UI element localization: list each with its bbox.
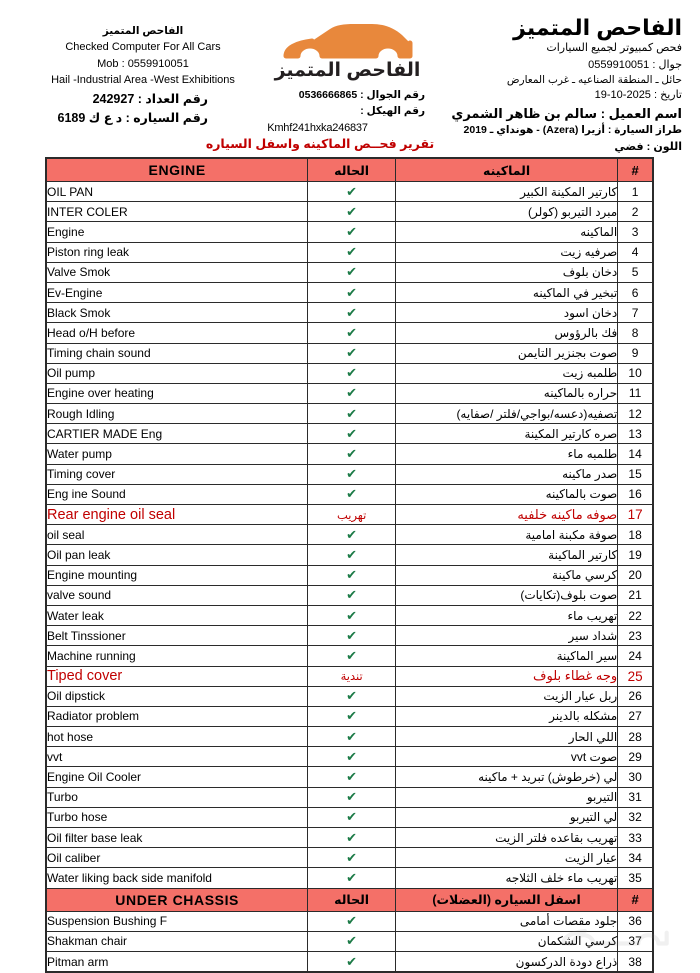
info-customer-vehicle xyxy=(427,88,682,156)
row-state xyxy=(308,202,396,222)
check-icon: ✔ xyxy=(346,486,358,502)
row-arabic-label: صره كارتير المكينة xyxy=(395,424,617,444)
table-row xyxy=(46,182,653,202)
check-icon: ✔ xyxy=(346,708,358,724)
row-arabic-label: كرسي الشكمان xyxy=(395,931,617,951)
table-row xyxy=(46,747,653,767)
row-state xyxy=(308,605,396,625)
row-state xyxy=(308,706,396,726)
row-arabic-label: تبخير في الماكينه xyxy=(395,282,617,302)
row-number: 26 xyxy=(618,686,653,706)
check-icon: ✔ xyxy=(346,385,358,401)
table-row xyxy=(46,686,653,706)
header-right-brand xyxy=(427,14,682,89)
row-arabic-label: جلود مقصات أمامى xyxy=(395,911,617,931)
row-english-label: Engine Oil Cooler xyxy=(46,767,308,787)
row-number: 34 xyxy=(618,848,653,868)
row-english-label: Radiator problem xyxy=(46,706,308,726)
check-icon: ✔ xyxy=(346,526,358,542)
vin-value: Kmhf241hxka246837 xyxy=(267,121,368,134)
table-row xyxy=(46,303,653,323)
row-number: 17 xyxy=(618,505,653,525)
table-row xyxy=(46,484,653,504)
check-icon: ✔ xyxy=(346,953,358,969)
table-row xyxy=(46,363,653,383)
row-state xyxy=(308,767,396,787)
row-state xyxy=(308,626,396,646)
row-number: 19 xyxy=(618,545,653,565)
section-header-row xyxy=(46,158,653,182)
row-state xyxy=(308,787,396,807)
table-row xyxy=(46,666,653,686)
header-left-address: Hail -Industrial Area -West Exhibitions xyxy=(51,74,235,87)
row-state xyxy=(308,404,396,424)
row-english-label: Timing cover xyxy=(46,464,308,484)
row-number: 33 xyxy=(618,828,653,848)
row-number: 1 xyxy=(618,182,653,202)
inspection-table-wrap xyxy=(0,157,700,973)
check-icon: ✔ xyxy=(346,829,358,845)
odometer-reading: رقم العداد : 242927 xyxy=(92,92,208,106)
row-arabic-label: صوفة مكبنة امامية xyxy=(395,525,617,545)
check-icon: ✔ xyxy=(346,546,358,562)
row-english-label: Engine over heating xyxy=(46,383,308,403)
header-left-mobile: Mob : 0559910051 xyxy=(97,57,189,70)
table-row xyxy=(46,222,653,242)
row-number: 15 xyxy=(618,464,653,484)
inspection-table xyxy=(45,157,654,973)
section-header-arabic: اسفل السياره (العضلات) xyxy=(395,888,617,911)
row-english-label: Suspension Bushing F xyxy=(46,911,308,931)
row-number: 27 xyxy=(618,706,653,726)
table-row xyxy=(46,951,653,972)
check-icon: ✔ xyxy=(346,748,358,764)
table-row xyxy=(46,464,653,484)
row-arabic-label: فك بالرؤوس xyxy=(395,323,617,343)
row-number: 20 xyxy=(618,565,653,585)
table-row xyxy=(46,242,653,262)
row-number: 12 xyxy=(618,404,653,424)
row-state xyxy=(308,262,396,282)
vehicle-color: اللون : فضي xyxy=(614,141,682,154)
row-arabic-label: كرسي ماكينة xyxy=(395,565,617,585)
brand-tagline: فحص كمبيوتر لجميع السيارات xyxy=(546,42,682,55)
row-state xyxy=(308,828,396,848)
check-icon: ✔ xyxy=(346,587,358,603)
row-state xyxy=(308,182,396,202)
vehicle-model: طراز السيارة : أزيرا (Azera) - هونداي ـ 2019 xyxy=(463,124,682,137)
row-english-label: Rough Idling xyxy=(46,404,308,424)
section-header-num: # xyxy=(618,888,653,911)
row-english-label: Water pump xyxy=(46,444,308,464)
row-number: 4 xyxy=(618,242,653,262)
check-icon: ✔ xyxy=(346,405,358,421)
report-date: تاريخ : 2025-10-19 xyxy=(594,89,682,101)
row-state: تندية xyxy=(308,666,396,686)
brand-address: حائل ـ المنطقة الصناعيه ـ غرب المعارض xyxy=(506,74,682,87)
row-arabic-label: صوت بلوف(تكايات) xyxy=(395,585,617,605)
row-english-label: Oil dipstick xyxy=(46,686,308,706)
row-state xyxy=(308,565,396,585)
row-state xyxy=(308,282,396,302)
row-state xyxy=(308,545,396,565)
row-number: 37 xyxy=(618,931,653,951)
check-icon: ✔ xyxy=(346,627,358,643)
row-english-label: Engine xyxy=(46,222,308,242)
header-left-contact xyxy=(18,14,268,89)
table-row xyxy=(46,444,653,464)
row-number: 25 xyxy=(618,666,653,686)
header-left-arabic-name: الفاحص المتميز xyxy=(102,25,184,37)
row-number: 7 xyxy=(618,303,653,323)
row-arabic-label: تهريب بقاعده فلتر الزيت xyxy=(395,828,617,848)
row-state xyxy=(308,484,396,504)
table-row xyxy=(46,767,653,787)
row-english-label: Oil pump xyxy=(46,363,308,383)
section-header-english: UNDER CHASSIS xyxy=(46,888,308,911)
brand-title: الفاحص المتميز xyxy=(513,15,682,40)
row-number: 16 xyxy=(618,484,653,504)
row-state xyxy=(308,464,396,484)
check-icon: ✔ xyxy=(346,567,358,583)
row-number: 32 xyxy=(618,807,653,827)
row-number: 31 xyxy=(618,787,653,807)
row-english-label: CARTIER MADE Eng xyxy=(46,424,308,444)
section-header-english: ENGINE xyxy=(46,158,308,182)
row-arabic-label: لي (خرطوش) تبريد + ماكينه xyxy=(395,767,617,787)
table-row xyxy=(46,585,653,605)
table-row xyxy=(46,282,653,302)
check-icon: ✔ xyxy=(346,425,358,441)
row-number: 5 xyxy=(618,262,653,282)
check-icon: ✔ xyxy=(346,688,358,704)
row-number: 23 xyxy=(618,626,653,646)
row-arabic-label: كارتير الماكينة xyxy=(395,545,617,565)
row-arabic-label: تصفيه(دعسه/بواجي/فلتر /صفايه) xyxy=(395,404,617,424)
check-icon: ✔ xyxy=(346,869,358,885)
table-row xyxy=(46,911,653,931)
row-state xyxy=(308,727,396,747)
table-row xyxy=(46,807,653,827)
check-icon: ✔ xyxy=(346,304,358,320)
check-icon: ✔ xyxy=(346,849,358,865)
check-icon: ✔ xyxy=(346,809,358,825)
row-english-label: Shakman chair xyxy=(46,931,308,951)
row-english-label: hot hose xyxy=(46,727,308,747)
table-row xyxy=(46,848,653,868)
table-row xyxy=(46,383,653,403)
section-header-state: الحاله xyxy=(308,158,396,182)
row-state xyxy=(308,242,396,262)
check-icon: ✔ xyxy=(346,264,358,280)
row-state xyxy=(308,343,396,363)
table-row xyxy=(46,505,653,525)
company-logo xyxy=(273,14,423,82)
row-arabic-label: كارتير المكينة الكبير xyxy=(395,182,617,202)
row-number: 6 xyxy=(618,282,653,302)
table-row xyxy=(46,646,653,666)
table-row xyxy=(46,343,653,363)
row-english-label: Valve Smok xyxy=(46,262,308,282)
row-state xyxy=(308,222,396,242)
row-number: 29 xyxy=(618,747,653,767)
row-number: 28 xyxy=(618,727,653,747)
row-arabic-label: لي التيربو xyxy=(395,807,617,827)
row-arabic-label: طلمبه ماء xyxy=(395,444,617,464)
check-icon: ✔ xyxy=(346,728,358,744)
table-row xyxy=(46,565,653,585)
row-state xyxy=(308,646,396,666)
table-row xyxy=(46,262,653,282)
row-state xyxy=(308,424,396,444)
check-icon: ✔ xyxy=(346,365,358,381)
customer-name: اسم العميل : سالم بن ظاهر الشمري xyxy=(451,105,682,121)
row-arabic-label: ربل عيار الزيت xyxy=(395,686,617,706)
row-number: 38 xyxy=(618,951,653,972)
logo-wordmark: الفاحص المتميز xyxy=(274,60,421,81)
row-english-label: Machine running xyxy=(46,646,308,666)
row-english-label: Timing chain sound xyxy=(46,343,308,363)
row-number: 13 xyxy=(618,424,653,444)
row-state xyxy=(308,363,396,383)
row-state xyxy=(308,848,396,868)
row-number: 11 xyxy=(618,383,653,403)
row-english-label: Eng ine Sound xyxy=(46,484,308,504)
row-number: 35 xyxy=(618,868,653,888)
table-row xyxy=(46,525,653,545)
row-english-label: Water leak xyxy=(46,605,308,625)
row-arabic-label: صوت vvt xyxy=(395,747,617,767)
row-english-label: Rear engine oil seal xyxy=(46,505,308,525)
row-state xyxy=(308,951,396,972)
report-title: تقرير فحــص الماكينه واسفل السياره xyxy=(205,137,435,151)
row-arabic-label: تهريب ماء خلف الثلاجه xyxy=(395,868,617,888)
page-header xyxy=(0,0,700,88)
table-row xyxy=(46,545,653,565)
row-arabic-label: ذراع دودة الدركسون xyxy=(395,951,617,972)
table-row xyxy=(46,626,653,646)
row-number: 18 xyxy=(618,525,653,545)
brand-mobile: جوال : 0559910051 xyxy=(588,58,682,71)
row-english-label: Water liking back side manifold xyxy=(46,868,308,888)
check-icon: ✔ xyxy=(346,183,358,199)
row-english-label: INTER COLER xyxy=(46,202,308,222)
row-english-label: Tiped cover xyxy=(46,666,308,686)
row-state xyxy=(308,525,396,545)
check-icon: ✔ xyxy=(346,933,358,949)
row-arabic-label: طلمبه زيت xyxy=(395,363,617,383)
check-icon: ✔ xyxy=(346,607,358,623)
row-arabic-label: وجه غطاء بلوف xyxy=(395,666,617,686)
check-icon: ✔ xyxy=(346,284,358,300)
row-english-label: oil seal xyxy=(46,525,308,545)
row-english-label: Turbo xyxy=(46,787,308,807)
check-icon: ✔ xyxy=(346,446,358,462)
row-arabic-label: صوت بالماكينه xyxy=(395,484,617,504)
row-english-label: Ev-Engine xyxy=(46,282,308,302)
check-icon: ✔ xyxy=(346,913,358,929)
row-arabic-label: عيار الزيت xyxy=(395,848,617,868)
row-arabic-label: صوفه ماكينه خلفيه xyxy=(395,505,617,525)
row-state xyxy=(308,383,396,403)
row-english-label: Pitman arm xyxy=(46,951,308,972)
check-icon: ✔ xyxy=(346,466,358,482)
table-row xyxy=(46,404,653,424)
row-number: 24 xyxy=(618,646,653,666)
row-number: 22 xyxy=(618,605,653,625)
row-arabic-label: التيربو xyxy=(395,787,617,807)
row-number: 2 xyxy=(618,202,653,222)
customer-mobile: رقم الجوال : 0536666865 xyxy=(298,89,425,101)
check-icon: ✔ xyxy=(346,769,358,785)
row-english-label: vvt xyxy=(46,747,308,767)
row-arabic-label: سير الماكينة xyxy=(395,646,617,666)
car-silhouette-icon xyxy=(282,18,414,64)
table-row xyxy=(46,727,653,747)
row-english-label: Turbo hose xyxy=(46,807,308,827)
table-row xyxy=(46,605,653,625)
section-header-num: # xyxy=(618,158,653,182)
row-arabic-label: اللي الحار xyxy=(395,727,617,747)
row-number: 36 xyxy=(618,911,653,931)
row-english-label: Black Smok xyxy=(46,303,308,323)
row-number: 3 xyxy=(618,222,653,242)
row-number: 10 xyxy=(618,363,653,383)
row-arabic-label: الماكينه xyxy=(395,222,617,242)
row-english-label: Oil pan leak xyxy=(46,545,308,565)
row-state xyxy=(308,444,396,464)
header-left-line1: Checked Computer For All Cars xyxy=(65,41,221,54)
row-number: 9 xyxy=(618,343,653,363)
row-state xyxy=(308,303,396,323)
row-english-label: valve sound xyxy=(46,585,308,605)
info-contact-vin xyxy=(210,88,425,136)
row-number: 8 xyxy=(618,323,653,343)
row-arabic-label: تهريب ماء xyxy=(395,605,617,625)
row-state xyxy=(308,911,396,931)
row-state xyxy=(308,747,396,767)
row-arabic-label: شداد سير xyxy=(395,626,617,646)
table-row xyxy=(46,931,653,951)
vin-label: رقم الهيكل : xyxy=(360,104,425,117)
row-state xyxy=(308,868,396,888)
row-state xyxy=(308,807,396,827)
row-arabic-label: حراره بالماكينه xyxy=(395,383,617,403)
check-icon: ✔ xyxy=(346,324,358,340)
check-icon: ✔ xyxy=(346,244,358,260)
table-row xyxy=(46,323,653,343)
row-state xyxy=(308,931,396,951)
row-arabic-label: دخان بلوف xyxy=(395,262,617,282)
row-english-label: Engine mounting xyxy=(46,565,308,585)
row-arabic-label: دخان اسود xyxy=(395,303,617,323)
row-english-label: OIL PAN xyxy=(46,182,308,202)
row-english-label: Oil caliber xyxy=(46,848,308,868)
row-number: 21 xyxy=(618,585,653,605)
row-state xyxy=(308,323,396,343)
row-arabic-label: مبرد التيربو (كولر) xyxy=(395,202,617,222)
row-arabic-label: صدر ماكينه xyxy=(395,464,617,484)
check-icon: ✔ xyxy=(346,203,358,219)
table-row xyxy=(46,828,653,848)
row-number: 30 xyxy=(618,767,653,787)
section-header-arabic: الماكينه xyxy=(395,158,617,182)
table-row xyxy=(46,706,653,726)
row-arabic-label: صوت بجنزير التايمن xyxy=(395,343,617,363)
row-state: تهريب xyxy=(308,505,396,525)
row-english-label: Oil filter base leak xyxy=(46,828,308,848)
row-english-label: Head o/H before xyxy=(46,323,308,343)
plate-number: رقم السياره : د ع ك 6189 xyxy=(57,111,208,126)
check-icon: ✔ xyxy=(346,647,358,663)
row-arabic-label: صرفيه زيت xyxy=(395,242,617,262)
table-row xyxy=(46,787,653,807)
row-english-label: Piston ring leak xyxy=(46,242,308,262)
row-state xyxy=(308,585,396,605)
row-english-label: Belt Tinssioner xyxy=(46,626,308,646)
check-icon: ✔ xyxy=(346,345,358,361)
section-header-row xyxy=(46,888,653,911)
row-number: 14 xyxy=(618,444,653,464)
table-row xyxy=(46,202,653,222)
table-row xyxy=(46,424,653,444)
row-state xyxy=(308,686,396,706)
check-icon: ✔ xyxy=(346,223,358,239)
info-odometer-plate xyxy=(18,88,208,129)
table-row xyxy=(46,868,653,888)
check-icon: ✔ xyxy=(346,789,358,805)
row-arabic-label: مشكله بالدينر xyxy=(395,706,617,726)
section-header-state: الحاله xyxy=(308,888,396,911)
